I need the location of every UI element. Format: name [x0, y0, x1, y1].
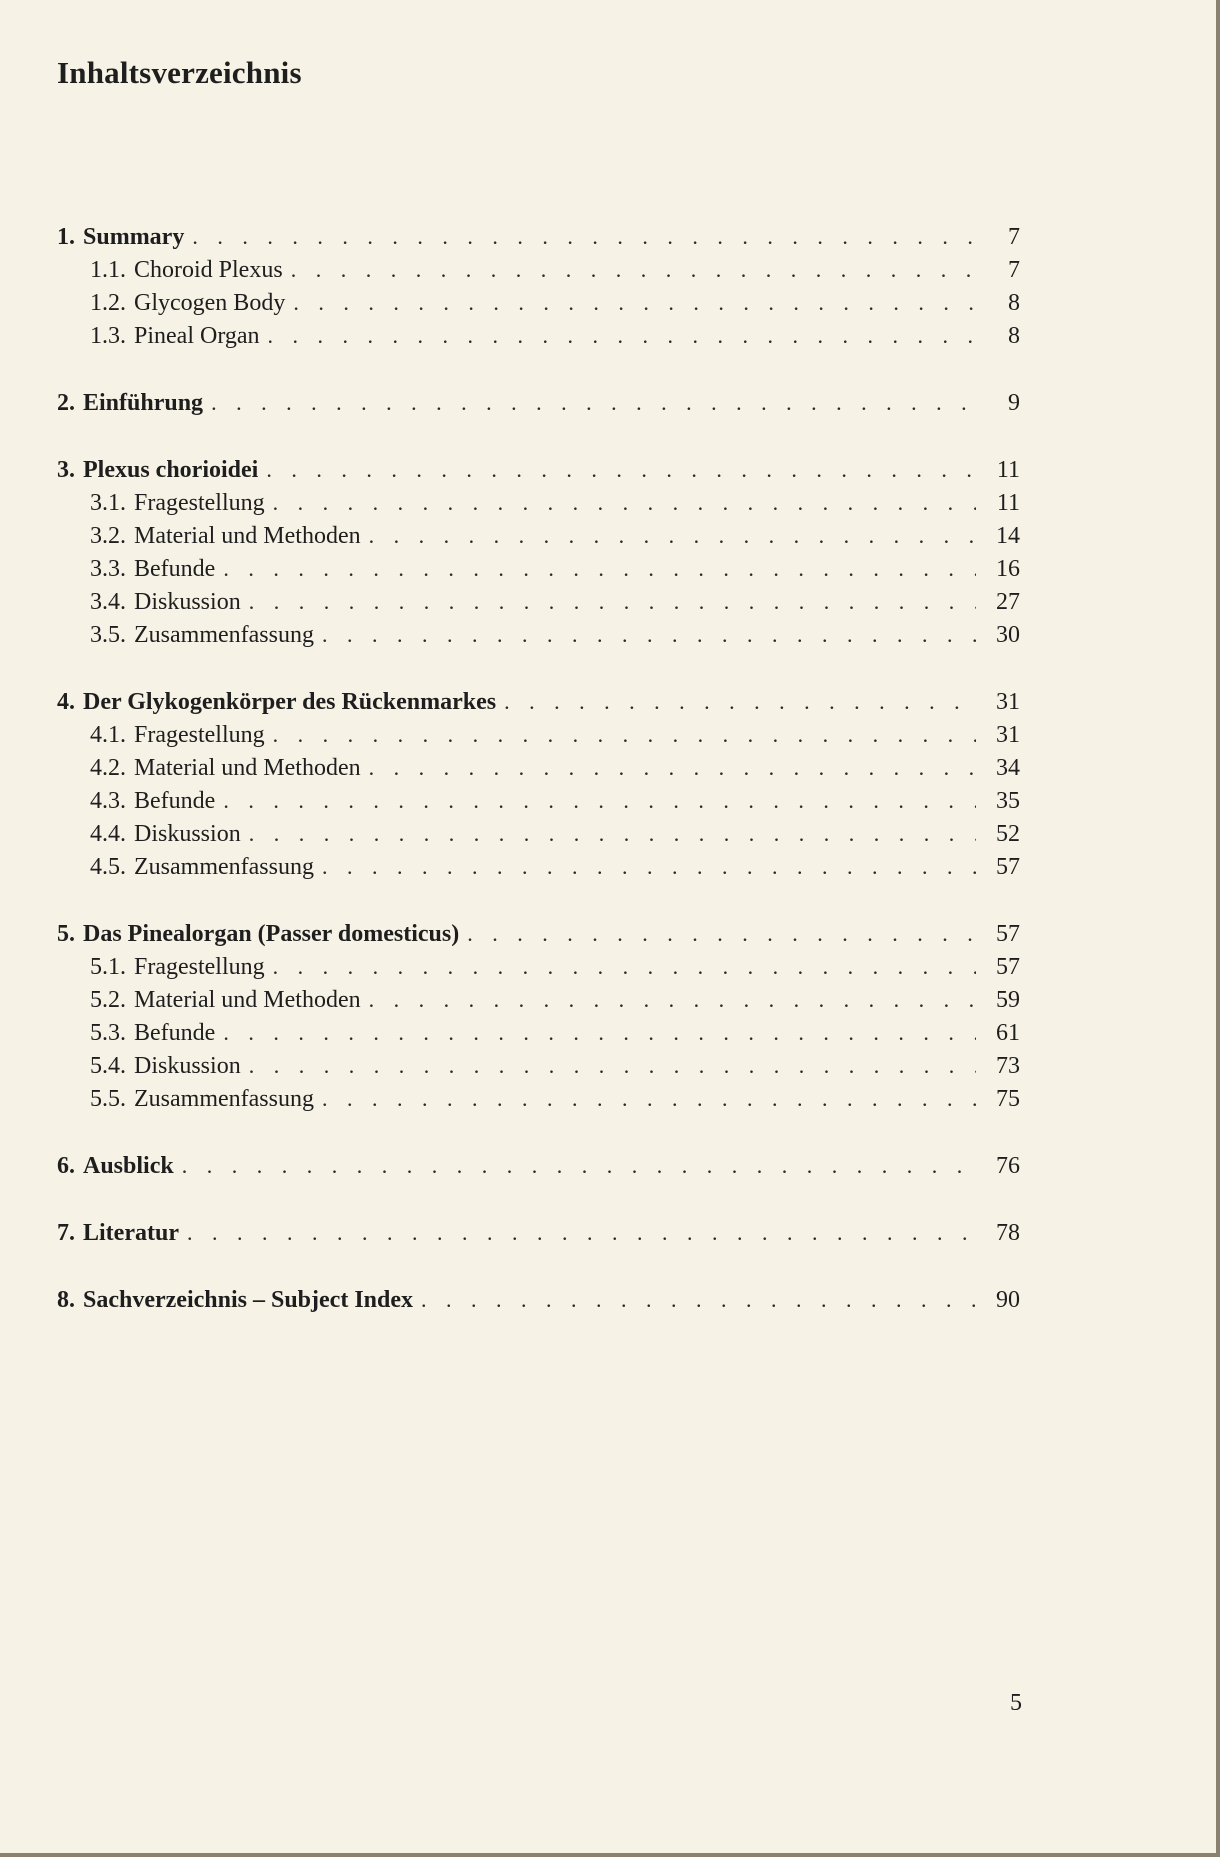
- dot-leader: [291, 253, 976, 286]
- dot-leader: [322, 850, 976, 883]
- toc-entry-number: 1.1.: [90, 257, 126, 283]
- toc-section-entry: [57, 453, 1020, 486]
- toc-entry-number: 3.1.: [90, 490, 126, 516]
- toc-subsection-entry: [57, 319, 1020, 352]
- dot-leader: [504, 685, 976, 718]
- dot-leader: [293, 286, 976, 319]
- toc-entry-number: 4.3.: [90, 788, 126, 814]
- toc-entry-page: 57: [996, 854, 1020, 880]
- dot-leader: [223, 552, 976, 585]
- toc-entry-page: 9: [1008, 390, 1020, 416]
- toc-entry-number: 3.3.: [90, 556, 126, 582]
- toc-entry-page: 61: [996, 1020, 1020, 1046]
- toc-entry-number: 4.5.: [90, 854, 126, 880]
- toc-subsection-entry: [57, 552, 1020, 585]
- toc-entry-number: 1.: [57, 224, 75, 250]
- toc-entry-page: 57: [996, 921, 1020, 947]
- toc-entry-label: Pineal Organ: [134, 323, 260, 349]
- toc-subsection-entry: [57, 585, 1020, 618]
- toc-entry-label: Zusammenfassung: [134, 1086, 314, 1112]
- dot-leader: [273, 718, 976, 751]
- toc-entry-page: 7: [1008, 257, 1020, 283]
- toc-entry-label: Zusammenfassung: [134, 622, 314, 648]
- toc-entry-label: Material und Methoden: [134, 523, 361, 549]
- dot-leader: [249, 817, 976, 850]
- toc-subsection-entry: [57, 950, 1020, 983]
- toc-entry-number: 3.2.: [90, 523, 126, 549]
- toc-entry-number: 1.2.: [90, 290, 126, 316]
- toc-subsection-entry: [57, 817, 1020, 850]
- toc-entry-page: 8: [1008, 290, 1020, 316]
- toc-entry-number: 5.1.: [90, 954, 126, 980]
- toc-entry-number: 3.4.: [90, 589, 126, 615]
- toc-entry-page: 7: [1008, 224, 1020, 250]
- toc-entry-page: 31: [996, 689, 1020, 715]
- toc-subsection-entry: [57, 1016, 1020, 1049]
- toc-entry-number: 7.: [57, 1220, 75, 1246]
- dot-leader: [467, 917, 976, 950]
- toc-entry-label: Befunde: [134, 788, 216, 814]
- dot-leader: [369, 983, 976, 1016]
- dot-leader: [223, 1016, 976, 1049]
- toc-entry-label: Diskussion: [134, 821, 241, 847]
- toc-entry-page: 75: [996, 1086, 1020, 1112]
- toc-entry-label: Befunde: [134, 1020, 216, 1046]
- dot-leader: [273, 486, 976, 519]
- toc-entry-page: 59: [996, 987, 1020, 1013]
- toc-subsection-entry: [57, 1082, 1020, 1115]
- toc-section-entry: [57, 386, 1020, 419]
- toc-subsection-entry: [57, 618, 1020, 651]
- toc-section-entry: [57, 1149, 1020, 1182]
- toc-subsection-entry: [57, 519, 1020, 552]
- toc-section-entry: [57, 220, 1020, 253]
- toc-entry-page: 76: [996, 1153, 1020, 1179]
- toc-subsection-entry: [57, 751, 1020, 784]
- toc-entry-page: 35: [996, 788, 1020, 814]
- dot-leader: [322, 1082, 976, 1115]
- toc-subsection-entry: [57, 850, 1020, 883]
- toc-entry-number: 5.4.: [90, 1053, 126, 1079]
- dot-leader: [223, 784, 976, 817]
- toc-entry-number: 5.2.: [90, 987, 126, 1013]
- toc-entry-page: 8: [1008, 323, 1020, 349]
- page-edge-bottom: [0, 1853, 1220, 1857]
- toc-entry-label: Summary: [83, 224, 185, 250]
- toc-subsection-entry: [57, 784, 1020, 817]
- toc-section-entry: [57, 1283, 1020, 1316]
- toc-subsection-entry: [57, 253, 1020, 286]
- dot-leader: [192, 220, 976, 253]
- toc-subsection-entry: [57, 718, 1020, 751]
- dot-leader: [187, 1216, 976, 1249]
- toc-entry-label: Literatur: [83, 1220, 179, 1246]
- toc-entry-number: 6.: [57, 1153, 75, 1179]
- toc-entry-page: 27: [996, 589, 1020, 615]
- dot-leader: [211, 386, 976, 419]
- dot-leader: [182, 1149, 976, 1182]
- dot-leader: [273, 950, 976, 983]
- toc-subsection-entry: [57, 286, 1020, 319]
- toc-section-entry: [57, 917, 1020, 950]
- toc-entry-page: 14: [996, 523, 1020, 549]
- toc-entry-page: 16: [996, 556, 1020, 582]
- toc-subsection-entry: [57, 486, 1020, 519]
- toc-section-entry: [57, 1216, 1020, 1249]
- dot-leader: [249, 1049, 976, 1082]
- toc-entry-label: Diskussion: [134, 589, 241, 615]
- toc-entry-number: 5.5.: [90, 1086, 126, 1112]
- toc-entry-label: Plexus chorioidei: [83, 457, 259, 483]
- toc-entry-page: 73: [996, 1053, 1020, 1079]
- toc-entry-page: 11: [996, 490, 1020, 516]
- toc-entry-page: 57: [996, 954, 1020, 980]
- dot-leader: [421, 1283, 976, 1316]
- toc-entry-label: Zusammenfassung: [134, 854, 314, 880]
- toc-entry-number: 4.: [57, 689, 75, 715]
- toc-entry-number: 4.2.: [90, 755, 126, 781]
- page-title: Inhaltsverzeichnis: [57, 55, 302, 90]
- toc-entry-number: 5.3.: [90, 1020, 126, 1046]
- toc-entry-label: Das Pinealorgan (Passer domesticus): [83, 921, 460, 947]
- toc-entry-label: Diskussion: [134, 1053, 241, 1079]
- table-of-contents: [57, 220, 1020, 1316]
- toc-entry-number: 2.: [57, 390, 75, 416]
- toc-entry-number: 5.: [57, 921, 75, 947]
- toc-entry-number: 3.5.: [90, 622, 126, 648]
- toc-entry-label: Fragestellung: [134, 954, 265, 980]
- dot-leader: [268, 319, 976, 352]
- toc-entry-number: 4.4.: [90, 821, 126, 847]
- toc-entry-label: Material und Methoden: [134, 987, 361, 1013]
- toc-entry-label: Sachverzeichnis – Subject Index: [83, 1287, 413, 1313]
- toc-entry-page: 78: [996, 1220, 1020, 1246]
- dot-leader: [249, 585, 976, 618]
- dot-leader: [322, 618, 976, 651]
- toc-entry-label: Glycogen Body: [134, 290, 286, 316]
- toc-entry-number: 8.: [57, 1287, 75, 1313]
- page-number: 5: [1010, 1690, 1022, 1716]
- toc-entry-label: Choroid Plexus: [134, 257, 283, 283]
- toc-entry-page: 11: [996, 457, 1020, 483]
- toc-entry-label: Befunde: [134, 556, 216, 582]
- toc-entry-label: Ausblick: [83, 1153, 174, 1179]
- dot-leader: [369, 751, 976, 784]
- toc-entry-label: Fragestellung: [134, 490, 265, 516]
- toc-entry-label: Fragestellung: [134, 722, 265, 748]
- toc-entry-page: 52: [996, 821, 1020, 847]
- toc-subsection-entry: [57, 1049, 1020, 1082]
- toc-entry-page: 31: [996, 722, 1020, 748]
- dot-leader: [369, 519, 976, 552]
- dot-leader: [266, 453, 976, 486]
- toc-entry-number: 3.: [57, 457, 75, 483]
- toc-entry-label: Der Glykogenkörper des Rückenmarkes: [83, 689, 497, 715]
- toc-entry-number: 4.1.: [90, 722, 126, 748]
- toc-entry-page: 90: [996, 1287, 1020, 1313]
- toc-section-entry: [57, 685, 1020, 718]
- page-edge-right: [1216, 0, 1220, 1857]
- toc-entry-page: 34: [996, 755, 1020, 781]
- toc-entry-page: 30: [996, 622, 1020, 648]
- toc-entry-label: Material und Methoden: [134, 755, 361, 781]
- toc-entry-label: Einführung: [83, 390, 204, 416]
- toc-entry-number: 1.3.: [90, 323, 126, 349]
- toc-subsection-entry: [57, 983, 1020, 1016]
